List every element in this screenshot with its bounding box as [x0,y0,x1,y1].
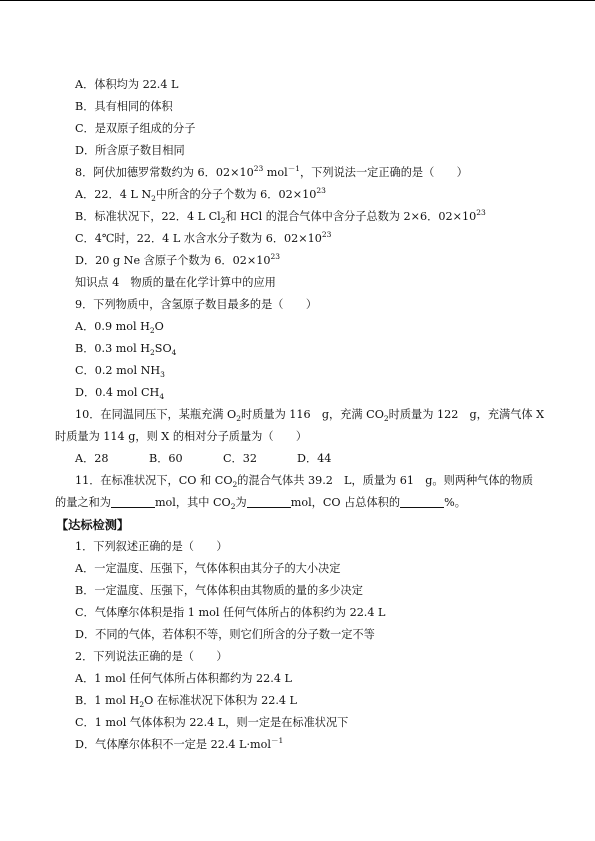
q9-option-d: D．0.4 mol $CH_4$ [75,386,165,401]
q8-option-c: C．4℃时，22．4 L 水含水分子数为 6．$02\times 10^{23}$ [75,230,332,245]
q7-option-b: B．具有相同的体积 [75,100,173,113]
test1-option-d: D．不同的气体，若体积不等，则它们所含的分子数一定不等 [75,628,375,641]
q10-stem-line1: 10．在同温同压下，某瓶充满 $O_2$时质量为 116 g，充满 $CO_2$时质量为 122 g，充满气体 X [75,408,545,423]
test2-stem: 2．下列说法正确的是（ ） [75,650,228,663]
q9-option-b: B．0.3 mol $H_2SO_4$ [75,342,177,357]
q10-option-b: B．60 [149,452,183,465]
test1-option-a: A．一定温度、压强下，气体体积由其分子的大小决定 [75,562,341,575]
test1-option-c: C．气体摩尔体积是指 1 mol 任何气体所占的体积约为 22.4 L [75,606,386,619]
q7-option-a: A．体积均为 22.4 L [75,78,179,91]
q9-option-c: C．0.2 mol $NH_3$ [75,364,165,379]
q10-options [0,448,595,470]
q7-option-c: C．是双原子组成的分子 [75,122,196,135]
knowledge-point-heading: 知识点 4 物质的量在化学计算中的应用 [75,276,276,289]
q11-stem-line2: 的量之和为 mol，其中 $CO_2$为 mol，CO 占总体积的 %。 [55,496,466,511]
answer-blank-total-moles[interactable] [111,495,155,508]
q8-option-b: B．标准状况下，22．4 L $Cl_2$和 HCl 的混合气体中含分子总数为 2×6．$02\times 10^{23}$ [75,208,486,225]
top-rule [0,0,595,1]
q7-option-d: D．所含原子数目相同 [75,144,185,157]
q8-stem: 8．阿伏加德罗常数约为 6．$02\times 10^{23}$ mol$^{-1}$，下列说法一定正确的是（ ） [75,164,468,179]
answer-blank-co2-moles[interactable] [247,495,291,508]
q8-option-a: A．22．4 L $N_2$中所含的分子个数为 6．$02\times 10^{23}$ [75,186,326,203]
q9-option-a: A．0.9 mol $H_2O$ [75,320,164,335]
q8-option-d: D．20 g Ne 含原子个数为 6．$02\times 10^{23}$ [75,252,281,267]
q9-stem: 9．下列物质中，含氢原子数目最多的是（ ） [75,298,318,311]
q10-option-c: C．32 [223,452,257,465]
test1-stem: 1．下列叙述正确的是（ ） [75,540,228,553]
q10-option-d: D．44 [297,452,332,465]
q10-stem-line2: 时质量为 114 g，则 X 的相对分子质量为（ ） [55,430,308,443]
test2-option-b: B．1 mol $H_2O$ 在标准状况下体积为 22.4 L [75,694,297,709]
answer-blank-co-percent[interactable] [400,495,444,508]
section-heading-assessment: 【达标检测】 [56,518,130,532]
q11-stem-line1: 11．在标准状况下，CO 和 $CO_2$的混合气体共 39.2 L，质量为 61 g。则两种气体的物质 [75,474,534,489]
test2-option-c: C．1 mol 气体体积为 22.4 L，则一定是在标准状况下 [75,716,349,729]
test1-option-b: B．一定温度、压强下，气体体积由其物质的量的多少决定 [75,584,363,597]
q10-option-a: A．28 [75,452,109,465]
document-page [0,74,595,756]
test2-option-d: D．气体摩尔体积不一定是 22.4 L·mol$^{-1}$ [75,736,284,751]
test2-option-a: A．1 mol 任何气体所占体积都约为 22.4 L [75,672,292,685]
